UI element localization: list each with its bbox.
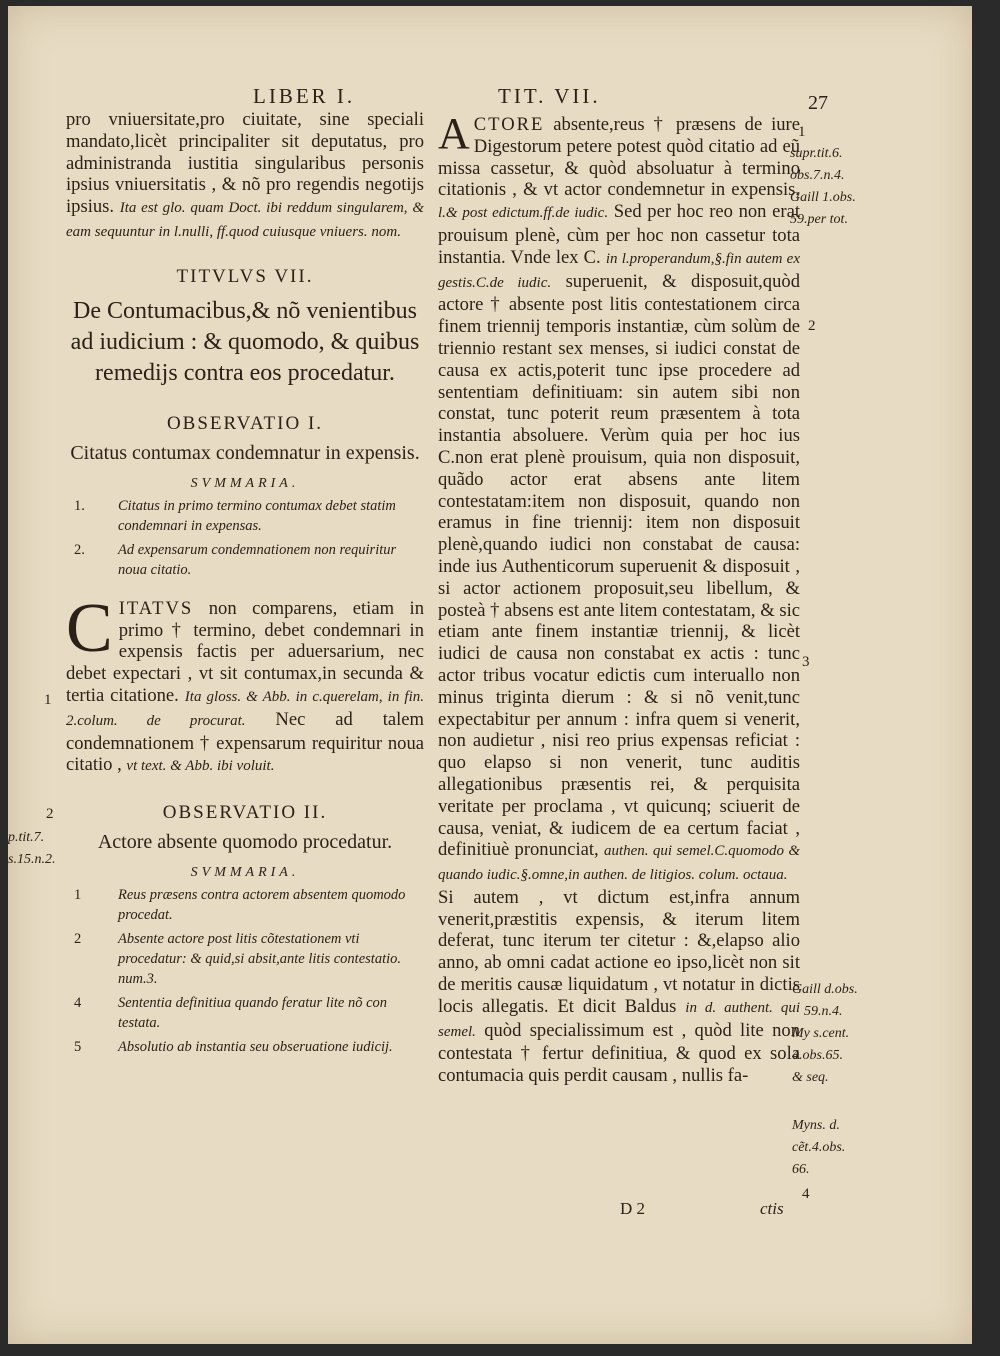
margin-note: My s.cent. — [792, 1026, 850, 1041]
margin-note: 4.obs.65. — [792, 1048, 843, 1063]
summaria-item-text: Absolutio ab instantia seu obseruatione iudicij. — [118, 1039, 393, 1056]
para-5: quòd specialissimum est , quòd lite non contestata † fertur definitiua, & quod ex sola contumacia quis perdit causam , nullis fa- — [438, 1019, 800, 1087]
summaria-item — [66, 540, 424, 580]
continuation-text: pro vniuersitate,pro ciuitate, sine speciali mandato,licèt principaliter sit deputatus, pro administranda iustitia singularibus personis ipsius vniuersitatis , & nõ pro regendis negotijs ipsius. — [66, 109, 424, 218]
summaria-2-label: SVMMARIA. — [190, 865, 300, 881]
lead-word: CTORE — [473, 114, 545, 135]
margin-note: 59.n.4. — [804, 1004, 843, 1019]
left-column — [66, 109, 424, 1057]
summaria-2-list — [66, 885, 424, 1057]
continuation-citation: Ita est glo. quam Doct. ibi reddum singularem, & eam sequuntur in l.nulli, ff.quod cuiusque vniuers. nom. — [66, 200, 424, 240]
summaria-item-number: 2. — [74, 541, 85, 558]
margin-number: 1 — [798, 124, 806, 140]
observatio-1-subtitle: Citatus contumax condemnatur in expensis. — [70, 441, 420, 464]
right-body-2 — [438, 887, 800, 1087]
dropcap-a: A — [438, 109, 470, 158]
lead-word: ITATVS — [118, 597, 194, 619]
observatio-2-label: OBSERVATIO II. — [162, 802, 328, 824]
titulus-heading: De Contumacibus,& nõ venientibus ad iudicium : & quomodo, & quibus remedijs contra eos procedatur. — [70, 297, 420, 386]
margin-number: 2 — [46, 806, 54, 822]
margin-note: Gaill d.obs. — [792, 982, 858, 997]
margin-note: obs.7.n.4. — [790, 168, 845, 183]
margin-note: & seq. — [792, 1070, 829, 1085]
left-running-title: LIBER I. — [253, 84, 356, 108]
summaria-item — [66, 496, 424, 536]
margin-note: s.15.n.2. — [8, 852, 56, 867]
summaria-item-number: 1. — [74, 497, 85, 514]
book-page — [8, 6, 972, 1344]
summaria-1-list — [66, 496, 424, 580]
continuation-paragraph — [66, 109, 424, 244]
summaria-item — [66, 993, 424, 1033]
right-running-title: TIT. VII. — [498, 84, 601, 108]
observatio-1-citation-2: vt text. & Abb. ibi voluit. — [126, 758, 275, 775]
para-2-citation: in l.properandum,§.fin autem ex gestis.C.de iudic. — [438, 250, 800, 291]
signature-mark: D 2 — [620, 1199, 646, 1218]
summaria-item — [66, 1037, 424, 1057]
margin-note: 59.per tot. — [790, 212, 848, 227]
margin-note: cẽt.4.obs. — [792, 1140, 846, 1155]
summaria-1-label: SVMMARIA. — [190, 475, 300, 491]
margin-note: Gaill 1.obs. — [790, 190, 856, 205]
observatio-1-text: non comparens, etiam in primo † termino, debet condemnari in expensis factis per aduersarium, nec debet expectari , vt sit contumax,in secunda & tertia citatione. — [66, 597, 424, 706]
margin-number: 3 — [802, 654, 810, 670]
right-column — [438, 109, 801, 1087]
dropcap-c: C — [66, 589, 113, 667]
margin-number: 2 — [808, 318, 816, 334]
summaria-item-number: 2 — [74, 931, 82, 948]
summaria-item-text: Reus præsens contra actorem absentem quomodo procedat. — [118, 887, 406, 924]
observatio-1-body — [66, 589, 424, 778]
summaria-item — [66, 929, 424, 989]
margin-note: supr.tit.6. — [790, 146, 843, 161]
para-2: Sed per hoc reo non erat prouisum plenè, cùm per hoc non cassetur tota instantia. Vnde lex C. — [438, 201, 801, 268]
catchword: ctis — [760, 1199, 784, 1218]
margin-note: p.tit.7. — [8, 830, 45, 845]
observatio-1-label: OBSERVATIO I. — [166, 412, 324, 434]
summaria-item-text: Ad expensarum condemnationem non requiritur noua citatio. — [118, 541, 397, 578]
para-4: Si autem , vt dictum est,infra annum venerit,præstitis expensis, & iterum litem deferat, tunc iterum ter citetur : &,elapso alio anno, ab omni cadat actione eo ipso,licèt non sit de meritis causæ liquidatum , vt notatur in dictis locis allegatis. Et dicit Baldus — [438, 886, 800, 1017]
summaria-item-text: Citatus in primo termino contumax debet statim condemnari in expensas. — [118, 497, 396, 534]
right-body — [438, 109, 801, 887]
titulus-label: TITVLVS VII. — [176, 265, 314, 287]
para-3: superuenit, & disposuit,quòd actore † absente post litis contestationem circa finem triennij temporis instantiæ, cùm solùm de triennio restant sex menses, si iudici constat de causa ex actis,poterit tunc ipse procedere ad sententiam definitiuam: sin autem sibi non constat, tunc poterit reum præsentem à tota instantia absoluere. Verùm quia per hoc ius C.non erat plenè prouisum, quia non disposuit, quãdo actor erat absens ante litem contestatam:item non disposuit, quando non eramus in fine triennij: item non disposuit plenè,quando iudici non constabat de causa: inde ius Authenticorum superuenit & disposuit , si actor actionem proposuit,seu libellum, & posteà † absens est ante litem contestatam, & sic etiam ante finem instantiæ triennij, & licèt iudici de causa non constabat ex actis : tunc actor tribus vocatur edictis cum interuallo non minus triginta dierum : & si nõ venit,tunc expectabitur per annum : infra quem si venerit, non audietur , nisi reo prius expensas reficiat : quo elapso si non venerit, tunc auditis allegationibus præsentis rei, & perquisita veritate per proclama , vt quicunq; sciuerit de causa, veniat, & iudicem de ea certum faciat , definitiuè pronunciat, — [438, 270, 800, 861]
summaria-item-text: Sententia definitiua quando feratur lite nõ con testata. — [118, 995, 388, 1032]
summaria-item-number: 4 — [74, 995, 82, 1012]
observatio-1-citation-1: Ita gloss. & Abb. in c.querelam, in fin. 2.colum. de procurat. — [66, 688, 424, 729]
margin-note: Myns. d. — [792, 1118, 840, 1133]
folio-number: 27 — [808, 92, 828, 114]
summaria-item-number: 1 — [74, 887, 82, 904]
margin-number: 1 — [44, 692, 52, 708]
para-4-citation: in d. authent. qui semel. — [438, 999, 801, 1040]
observatio-2-subtitle: Actore absente quomodo procedatur. — [97, 831, 393, 854]
para-1: absente,reus † præsens de iure Digestorum petere potest quòd citatio ad eũ missa cassetur, & quòd absoluatur à termino citationis , & vt actor condemnetur in expensis, — [438, 114, 800, 201]
summaria-item — [66, 885, 424, 925]
para-1-citation: l.& post edictum.ff.de iudic. — [438, 205, 609, 222]
observatio-1-text-2: Nec ad talem condemnationem † expensarum requiritur noua citatio , — [66, 708, 424, 776]
margin-number: 4 — [802, 1186, 810, 1202]
margin-note: 66. — [792, 1162, 810, 1177]
summaria-item-text: Absente actore post litis cõtestationem vti procedatur: & quid,si absit,ante litis contestatio. num.3. — [118, 931, 402, 988]
para-3-citation: authen. qui semel.C.quomodo & quando iudic.§.omne,in authen. de litigios. colum. octaua. — [438, 843, 800, 884]
summaria-item-number: 5 — [74, 1039, 82, 1056]
